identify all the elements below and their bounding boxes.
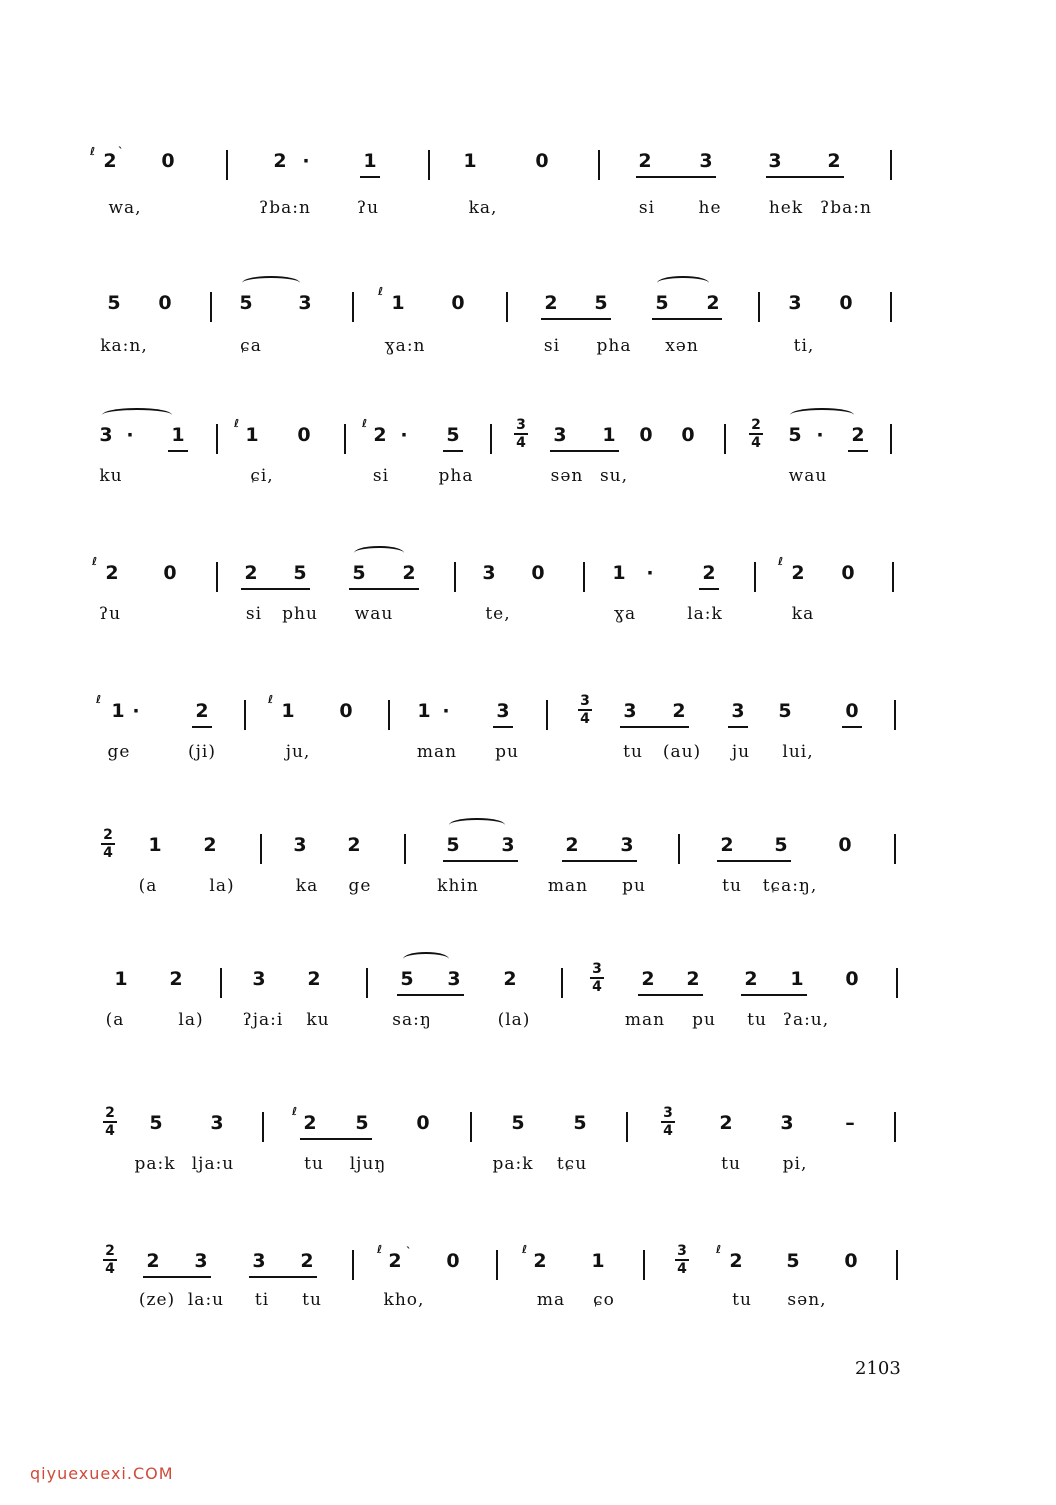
note: 2 (791, 562, 805, 584)
lyric-line-8 (0, 1154, 1056, 1184)
bar-line (366, 968, 368, 998)
bar-line (724, 424, 726, 454)
lyric-syllable: ʔba:n (259, 198, 311, 218)
lyric-syllable: ka, (468, 198, 498, 218)
lyric-syllable: lui, (782, 742, 814, 762)
bar-line (598, 150, 600, 180)
note: 2 (373, 424, 387, 446)
time-signature: 2 4 (103, 1106, 117, 1138)
bar-line (754, 562, 756, 592)
lyric-syllable: ge (348, 876, 372, 896)
lyric-syllable: ʔa:u, (782, 1010, 830, 1030)
underline (300, 1138, 372, 1140)
grace-note-mark: ℓ (92, 555, 98, 568)
bar-line (244, 700, 246, 730)
note: 5 (511, 1112, 525, 1134)
lyric-syllable: la) (209, 876, 235, 896)
note: 2 (402, 562, 416, 584)
underline (493, 726, 513, 728)
note: 0 (451, 292, 465, 314)
note: 3 (447, 968, 461, 990)
time-signature: 3 4 (661, 1106, 675, 1138)
note: 3 (194, 1250, 208, 1272)
bar-line (210, 292, 212, 322)
note: 3 (788, 292, 802, 314)
breath-mark: ˋ (406, 1245, 412, 1258)
note: 3 (731, 700, 745, 722)
note: 2 (686, 968, 700, 990)
note: 2 (300, 1250, 314, 1272)
note: 0 (681, 424, 695, 446)
bar-line (896, 968, 898, 998)
bar-line (216, 562, 218, 592)
lyric-syllable: ka (791, 604, 815, 624)
notation-line-8 (0, 1105, 1056, 1152)
note: 2 (169, 968, 183, 990)
note: 5 (107, 292, 121, 314)
lyric-syllable: man (547, 876, 589, 896)
lyric-syllable: (au) (662, 742, 702, 762)
time-signature: 3 4 (514, 418, 528, 450)
watermark: qiyuexuexi.COM (30, 1464, 174, 1483)
lyric-line-7 (0, 1010, 1056, 1040)
lyric-line-1 (0, 198, 1056, 228)
note: 5 (778, 700, 792, 722)
note: 5 (149, 1112, 163, 1134)
dot: · (400, 424, 408, 446)
lyric-syllable: pha (596, 336, 632, 356)
lyric-line-2 (0, 336, 1056, 366)
note: 1 (363, 150, 377, 172)
underline (397, 994, 464, 996)
grace-note-mark: ℓ (377, 1243, 383, 1256)
lyric-syllable: wa, (108, 198, 142, 218)
note: 2 (195, 700, 209, 722)
underline (638, 994, 703, 996)
slur (790, 408, 854, 422)
lyric-syllable: ɣa:n (384, 336, 426, 356)
note: 2 (706, 292, 720, 314)
note: 3 (210, 1112, 224, 1134)
time-signature: 2 4 (101, 828, 115, 860)
lyric-syllable: sa:ŋ (392, 1010, 432, 1030)
lyric-syllable: kho, (383, 1290, 425, 1310)
note: 3 (501, 834, 515, 856)
note: 2 (273, 150, 287, 172)
note: 1 (148, 834, 162, 856)
grace-note-mark: ℓ (716, 1243, 722, 1256)
note: 0 (416, 1112, 430, 1134)
underline (349, 588, 419, 590)
lyric-syllable: sən, (787, 1290, 827, 1310)
lyric-syllable: si (638, 198, 656, 218)
note: 0 (845, 700, 859, 722)
note: 2 (103, 150, 117, 172)
note: 5 (446, 424, 460, 446)
note: 2 (307, 968, 321, 990)
grace-note-mark: ℓ (778, 555, 784, 568)
lyric-syllable: ju (731, 742, 751, 762)
lyric-syllable: he (698, 198, 722, 218)
grace-note-mark: ℓ (362, 417, 368, 430)
lyric-syllable: la) (178, 1010, 204, 1030)
bar-line (344, 424, 346, 454)
grace-note-mark: ℓ (90, 145, 96, 158)
lyric-syllable: si (245, 604, 263, 624)
underline (443, 450, 463, 452)
bar-line (890, 292, 892, 322)
underline (636, 176, 716, 178)
note: 1 (391, 292, 405, 314)
note: 2 (720, 834, 734, 856)
note: 2 (672, 700, 686, 722)
bar-line (546, 700, 548, 730)
lyric-syllable: ljuŋ (349, 1154, 387, 1174)
note: 2 (702, 562, 716, 584)
page-number: 2103 (855, 1358, 901, 1379)
underline (652, 318, 722, 320)
note: 0 (158, 292, 172, 314)
note: 2 (641, 968, 655, 990)
lyric-syllable: ɕo (593, 1290, 615, 1310)
bar-line (490, 424, 492, 454)
bar-line (216, 424, 218, 454)
lyric-syllable: phu (282, 604, 318, 624)
note: 2 (244, 562, 258, 584)
bar-line (894, 834, 896, 864)
lyric-syllable: tu (304, 1154, 324, 1174)
note: 0 (446, 1250, 460, 1272)
lyric-syllable: man (624, 1010, 666, 1030)
underline (241, 588, 310, 590)
underline (192, 726, 212, 728)
note: 3 (482, 562, 496, 584)
note: 2 (744, 968, 758, 990)
lyric-line-5 (0, 742, 1056, 772)
bar-line (678, 834, 680, 864)
bar-line (428, 150, 430, 180)
note: 5 (446, 834, 460, 856)
note: – (845, 1112, 855, 1134)
note: 2 (719, 1112, 733, 1134)
slur (657, 276, 709, 290)
slur (354, 546, 404, 560)
underline (842, 726, 862, 728)
underline (443, 860, 518, 862)
grace-note-mark: ℓ (522, 1243, 528, 1256)
note: 1 (245, 424, 259, 446)
note: 3 (623, 700, 637, 722)
slur (449, 818, 505, 832)
time-signature: 2 4 (103, 1244, 117, 1276)
underline (541, 318, 611, 320)
underline (741, 994, 807, 996)
lyric-syllable: tu (302, 1290, 322, 1310)
note: 2 (503, 968, 517, 990)
bar-line (890, 150, 892, 180)
note: 1 (281, 700, 295, 722)
time-signature: 3 4 (675, 1244, 689, 1276)
notation-line-1 (0, 145, 1056, 190)
note: 3 (293, 834, 307, 856)
bar-line (404, 834, 406, 864)
time-signature: 3 4 (578, 694, 592, 726)
bar-line (506, 292, 508, 322)
note: 1 (463, 150, 477, 172)
bar-line (226, 150, 228, 180)
lyric-syllable: tu (722, 876, 742, 896)
note: 5 (355, 1112, 369, 1134)
lyric-syllable: ʔu (356, 198, 380, 218)
note: 0 (844, 1250, 858, 1272)
lyric-syllable: ʔba:n (820, 198, 872, 218)
note: 0 (639, 424, 653, 446)
notation-line-9 (0, 1243, 1056, 1290)
lyric-syllable: (ze) (138, 1290, 176, 1310)
note: 2 (146, 1250, 160, 1272)
note: 5 (655, 292, 669, 314)
lyric-syllable: la:u (187, 1290, 225, 1310)
note: 1 (114, 968, 128, 990)
note: 5 (293, 562, 307, 584)
note: 3 (620, 834, 634, 856)
bar-line (626, 1112, 628, 1142)
bar-line (262, 1112, 264, 1142)
dot: · (302, 150, 310, 172)
underline (620, 726, 689, 728)
dot: · (646, 562, 654, 584)
bar-line (220, 968, 222, 998)
bar-line (758, 292, 760, 322)
lyric-syllable: ka:n, (100, 336, 148, 356)
notation-line-3 (0, 417, 1056, 464)
dot: · (816, 424, 824, 446)
note: 2 (544, 292, 558, 314)
notation-line-6 (0, 827, 1056, 874)
note: 3 (496, 700, 510, 722)
lyric-syllable: ʔu (98, 604, 122, 624)
lyric-syllable: pu (622, 876, 646, 896)
notation-line-4 (0, 555, 1056, 602)
lyric-syllable: pa:k (492, 1154, 534, 1174)
bar-line (561, 968, 563, 998)
bar-line (894, 1112, 896, 1142)
dot: · (442, 700, 450, 722)
notation-line-5 (0, 693, 1056, 740)
note: 0 (339, 700, 353, 722)
lyric-syllable: si (543, 336, 561, 356)
lyric-syllable: ju, (285, 742, 311, 762)
note: 0 (845, 968, 859, 990)
lyric-syllable: (la) (497, 1010, 531, 1030)
dot: · (126, 424, 134, 446)
lyric-line-3 (0, 466, 1056, 496)
underline (360, 176, 380, 178)
note: 3 (699, 150, 713, 172)
lyric-syllable: ge (107, 742, 131, 762)
note: 1 (111, 700, 125, 722)
bar-line (890, 424, 892, 454)
grace-note-mark: ℓ (378, 285, 384, 298)
lyric-syllable: tu (747, 1010, 767, 1030)
grace-note-mark: ℓ (96, 693, 102, 706)
note: 1 (417, 700, 431, 722)
lyric-line-4 (0, 604, 1056, 634)
note: 2 (565, 834, 579, 856)
lyric-syllable: su, (599, 466, 629, 486)
slur (403, 952, 449, 966)
note: 3 (298, 292, 312, 314)
lyric-syllable: tɕa:ŋ, (762, 876, 818, 896)
note: 2 (203, 834, 217, 856)
underline (728, 726, 748, 728)
lyric-syllable: ʔja:i (242, 1010, 284, 1030)
note: 3 (252, 1250, 266, 1272)
slur (242, 276, 300, 290)
note: 0 (839, 292, 853, 314)
breath-mark: ˋ (118, 145, 124, 158)
lyric-syllable: si (372, 466, 390, 486)
time-signature: 2 4 (749, 418, 763, 450)
time-signature: 3 4 (590, 962, 604, 994)
lyric-syllable: pu (495, 742, 519, 762)
grace-note-mark: ℓ (268, 693, 274, 706)
lyric-line-6 (0, 876, 1056, 906)
lyric-syllable: ɕi, (250, 466, 274, 486)
lyric-syllable: tu (732, 1290, 752, 1310)
note: 0 (297, 424, 311, 446)
note: 5 (239, 292, 253, 314)
lyric-syllable: ka (295, 876, 319, 896)
note: 2 (851, 424, 865, 446)
note: 0 (535, 150, 549, 172)
note: 3 (780, 1112, 794, 1134)
note: 3 (252, 968, 266, 990)
underline (168, 450, 188, 452)
notation-line-2 (0, 285, 1056, 332)
lyric-syllable: xən (665, 336, 699, 356)
note: 5 (573, 1112, 587, 1134)
lyric-syllable: pi, (782, 1154, 808, 1174)
lyric-syllable: man (416, 742, 458, 762)
note: 5 (774, 834, 788, 856)
note: 5 (352, 562, 366, 584)
bar-line (454, 562, 456, 592)
note: 2 (388, 1250, 402, 1272)
lyric-syllable: wau (788, 466, 828, 486)
note: 5 (594, 292, 608, 314)
lyric-syllable: pu (692, 1010, 716, 1030)
note: 0 (163, 562, 177, 584)
lyric-syllable: tu (721, 1154, 741, 1174)
note: 0 (838, 834, 852, 856)
underline (249, 1276, 317, 1278)
underline (143, 1276, 211, 1278)
lyric-syllable: wau (354, 604, 394, 624)
bar-line (496, 1250, 498, 1280)
note: 2 (303, 1112, 317, 1134)
note: 3 (768, 150, 782, 172)
grace-note-mark: ℓ (234, 417, 240, 430)
note: 1 (591, 1250, 605, 1272)
dot: · (132, 700, 140, 722)
lyric-syllable: sən (550, 466, 584, 486)
lyric-syllable: hek (768, 198, 804, 218)
note: 3 (99, 424, 113, 446)
lyric-syllable: ku (99, 466, 123, 486)
note: 1 (602, 424, 616, 446)
lyric-syllable: la:k (687, 604, 723, 624)
lyric-syllable: lja:u (191, 1154, 235, 1174)
lyric-syllable: pha (438, 466, 474, 486)
lyric-syllable: tɕu (556, 1154, 588, 1174)
note: 5 (786, 1250, 800, 1272)
underline (550, 450, 619, 452)
slur (102, 408, 172, 422)
note: 2 (729, 1250, 743, 1272)
bar-line (352, 292, 354, 322)
note: 1 (790, 968, 804, 990)
bar-line (896, 1250, 898, 1280)
lyric-syllable: ku (306, 1010, 330, 1030)
lyric-syllable: tu (623, 742, 643, 762)
lyric-syllable: ti, (793, 336, 815, 356)
underline (848, 450, 868, 452)
bar-line (583, 562, 585, 592)
lyric-syllable: ɕa (240, 336, 262, 356)
note: 2 (105, 562, 119, 584)
bar-line (894, 700, 896, 730)
note: 5 (788, 424, 802, 446)
lyric-line-9 (0, 1290, 1056, 1320)
lyric-syllable: (ji) (188, 742, 216, 762)
bar-line (352, 1250, 354, 1280)
underline (562, 860, 637, 862)
note: 2 (827, 150, 841, 172)
bar-line (892, 562, 894, 592)
note: 0 (531, 562, 545, 584)
underline (766, 176, 844, 178)
lyric-syllable: (a (105, 1010, 125, 1030)
note: 1 (171, 424, 185, 446)
lyric-syllable: ti (254, 1290, 270, 1310)
grace-note-mark: ℓ (292, 1105, 298, 1118)
lyric-syllable: ma (536, 1290, 566, 1310)
lyric-syllable: (a (138, 876, 158, 896)
lyric-syllable: pa:k (134, 1154, 176, 1174)
bar-line (260, 834, 262, 864)
note: 2 (638, 150, 652, 172)
notation-line-7 (0, 961, 1056, 1008)
lyric-syllable: te, (485, 604, 511, 624)
underline (717, 860, 791, 862)
note: 0 (161, 150, 175, 172)
note: 0 (841, 562, 855, 584)
bar-line (643, 1250, 645, 1280)
bar-line (388, 700, 390, 730)
note: 3 (553, 424, 567, 446)
note: 2 (347, 834, 361, 856)
note: 5 (400, 968, 414, 990)
lyric-syllable: khin (437, 876, 479, 896)
bar-line (470, 1112, 472, 1142)
underline (699, 588, 719, 590)
note: 1 (612, 562, 626, 584)
note: 2 (533, 1250, 547, 1272)
lyric-syllable: ɣa (613, 604, 637, 624)
